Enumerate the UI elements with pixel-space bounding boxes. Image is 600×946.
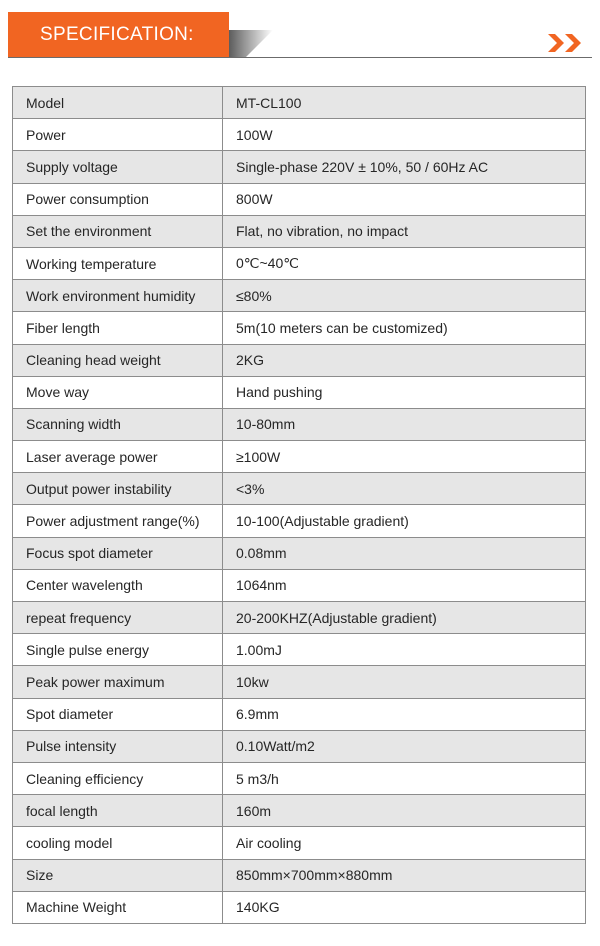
- spec-value: 5 m3/h: [223, 762, 586, 794]
- spec-value: ≥100W: [223, 441, 586, 473]
- spec-row: [13, 376, 586, 408]
- spec-row: [13, 602, 586, 634]
- spec-label: Power: [13, 119, 223, 151]
- spec-row: [13, 698, 586, 730]
- spec-label: Cleaning efficiency: [13, 762, 223, 794]
- spec-label: Cleaning head weight: [13, 344, 223, 376]
- spec-row: [13, 762, 586, 794]
- spec-row: [13, 119, 586, 151]
- spec-value: Flat, no vibration, no impact: [223, 215, 586, 247]
- spec-label: focal length: [13, 795, 223, 827]
- spec-label: Set the environment: [13, 215, 223, 247]
- spec-row: [13, 473, 586, 505]
- spec-row: [13, 827, 586, 859]
- spec-label: Spot diameter: [13, 698, 223, 730]
- spec-row: [13, 87, 586, 119]
- spec-label: Pulse intensity: [13, 730, 223, 762]
- spec-value: <3%: [223, 473, 586, 505]
- spec-row: [13, 280, 586, 312]
- spec-label: Work environment humidity: [13, 280, 223, 312]
- spec-label: Focus spot diameter: [13, 537, 223, 569]
- spec-value: Single-phase 220V ± 10%, 50 / 60Hz AC: [223, 151, 586, 183]
- spec-value: 850mm×700mm×880mm: [223, 859, 586, 891]
- spec-row: [13, 634, 586, 666]
- spec-value: ≤80%: [223, 280, 586, 312]
- spec-row: [13, 151, 586, 183]
- spec-value: 140KG: [223, 891, 586, 923]
- spec-label: Output power instability: [13, 473, 223, 505]
- banner-shadow: [229, 30, 273, 58]
- spec-value: 10-100(Adjustable gradient): [223, 505, 586, 537]
- spec-row: [13, 569, 586, 601]
- spec-label: Working temperature: [13, 247, 223, 279]
- spec-value: 0.10Watt/m2: [223, 730, 586, 762]
- spec-label: Scanning width: [13, 408, 223, 440]
- spec-row: [13, 666, 586, 698]
- spec-value: Hand pushing: [223, 376, 586, 408]
- section-title: SPECIFICATION:: [8, 12, 229, 58]
- spec-label: cooling model: [13, 827, 223, 859]
- spec-label: Center wavelength: [13, 569, 223, 601]
- spec-row: [13, 730, 586, 762]
- spec-value: 1064nm: [223, 569, 586, 601]
- spec-label: Peak power maximum: [13, 666, 223, 698]
- spec-value: MT-CL100: [223, 87, 586, 119]
- spec-value: 10-80mm: [223, 408, 586, 440]
- spec-row: [13, 537, 586, 569]
- spec-label: Size: [13, 859, 223, 891]
- spec-value: 2KG: [223, 344, 586, 376]
- spec-row: [13, 312, 586, 344]
- double-chevron-right-icon: [548, 34, 588, 52]
- spec-label: repeat frequency: [13, 602, 223, 634]
- spec-row: [13, 183, 586, 215]
- spec-value: 0℃~40℃: [223, 247, 586, 279]
- spec-label: Power adjustment range(%): [13, 505, 223, 537]
- spec-value: 100W: [223, 119, 586, 151]
- spec-row: [13, 441, 586, 473]
- spec-row: [13, 795, 586, 827]
- spec-label: Move way: [13, 376, 223, 408]
- spec-row: [13, 505, 586, 537]
- spec-row: [13, 408, 586, 440]
- spec-label: Supply voltage: [13, 151, 223, 183]
- spec-row: [13, 859, 586, 891]
- spec-label: Laser average power: [13, 441, 223, 473]
- spec-label: Fiber length: [13, 312, 223, 344]
- spec-label: Model: [13, 87, 223, 119]
- spec-value: Air cooling: [223, 827, 586, 859]
- specification-header: [0, 0, 600, 70]
- spec-value: 0.08mm: [223, 537, 586, 569]
- spec-row: [13, 215, 586, 247]
- spec-value: 800W: [223, 183, 586, 215]
- spec-label: Power consumption: [13, 183, 223, 215]
- spec-label: Single pulse energy: [13, 634, 223, 666]
- specification-table: [12, 86, 586, 924]
- spec-row: [13, 344, 586, 376]
- spec-label: Machine Weight: [13, 891, 223, 923]
- spec-row: [13, 247, 586, 279]
- header-divider: [8, 57, 592, 58]
- spec-value: 20-200KHZ(Adjustable gradient): [223, 602, 586, 634]
- spec-value: 160m: [223, 795, 586, 827]
- spec-row: [13, 891, 586, 923]
- spec-value: 1.00mJ: [223, 634, 586, 666]
- spec-value: 10kw: [223, 666, 586, 698]
- spec-value: 6.9mm: [223, 698, 586, 730]
- spec-value: 5m(10 meters can be customized): [223, 312, 586, 344]
